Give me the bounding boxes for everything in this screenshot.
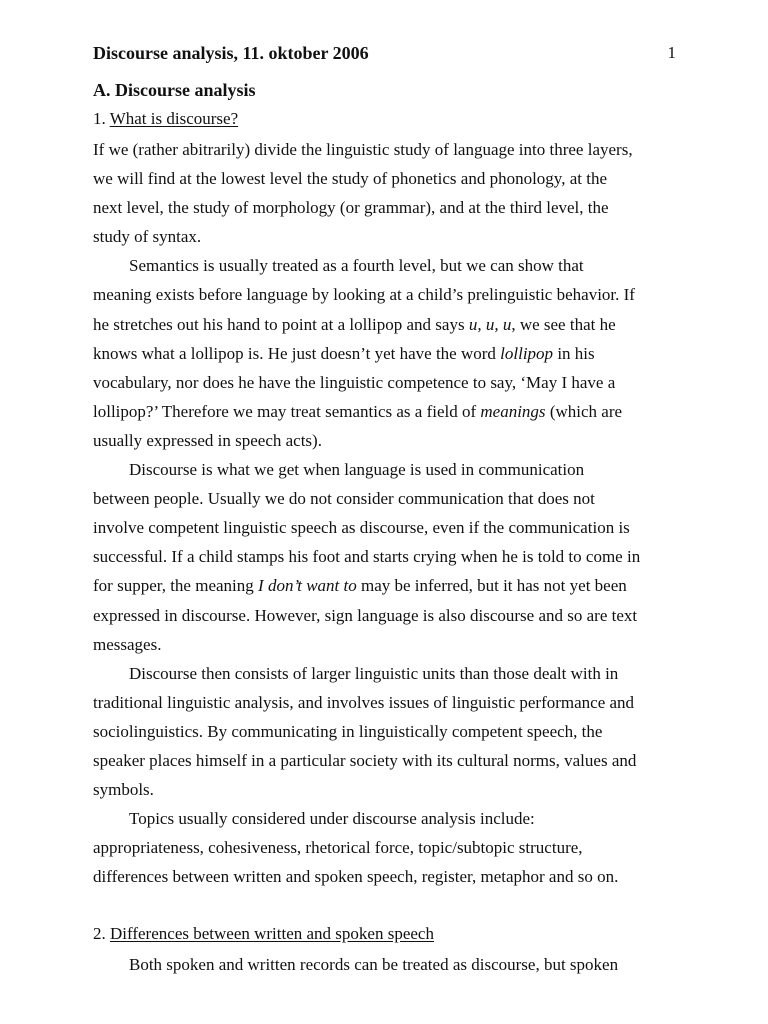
subheading-what-is-discourse xyxy=(93,107,238,131)
paragraph-5 xyxy=(93,804,676,891)
text-line: vocabulary, nor does he have the linguistic competence to say, ‘May I have a xyxy=(93,372,616,392)
text-line: Topics usually considered under discourse analysis include: xyxy=(129,809,535,829)
text-line: expressed in discourse. However, sign language is also discourse and so are text xyxy=(93,605,638,625)
subheading-title: What is discourse? xyxy=(109,109,239,128)
text-line: Both spoken and written records can be treated as discourse, but spoken xyxy=(129,955,619,974)
italic-text: I don’t want to xyxy=(258,576,357,596)
text-span: lollipop?’ Therefore we may treat semantics as a field of xyxy=(93,401,481,421)
text-line: between people. Usually we do not consider communication that does not xyxy=(93,489,595,509)
text-line: speaker places himself in a particular society with its cultural norms, values and xyxy=(93,750,637,770)
text-span: for supper, the meaning xyxy=(93,576,259,596)
text-line: meaning exists before language by looking at a child’s prelinguistic behavior. If xyxy=(93,285,635,305)
text-line: appropriateness, cohesiveness, rhetorical force, topic/subtopic structure, xyxy=(93,838,583,858)
document-page xyxy=(93,0,676,1024)
italic-text: u, u, u xyxy=(468,314,512,334)
text-line: we will find at the lowest level the study of phonetics and phonology, at the xyxy=(93,169,607,189)
text-line: next level, the study of morphology (or grammar), and at the third level, the xyxy=(93,198,609,218)
text-span: (which are xyxy=(545,401,623,421)
italic-text: meanings xyxy=(480,401,546,421)
paragraph-1 xyxy=(93,135,676,251)
text-line xyxy=(93,310,676,339)
paragraph-6 xyxy=(93,950,676,979)
text-span: , we see that he xyxy=(511,314,616,334)
text-line: messages. xyxy=(93,634,162,654)
document-title: Discourse analysis, 11. oktober 2006 xyxy=(93,43,369,63)
paragraph-2 xyxy=(93,251,676,455)
text-span: in his xyxy=(553,343,595,363)
text-line: Semantics is usually treated as a fourth level, but we can show that xyxy=(129,256,584,276)
text-line xyxy=(93,571,676,600)
subheading-title: Differences between written and spoken speech xyxy=(110,924,434,943)
paragraph-3 xyxy=(93,455,676,659)
page-header xyxy=(93,41,676,65)
text-line: If we (rather abitrarily) divide the linguistic study of language into three layers, xyxy=(93,140,633,159)
text-span: knows what a lollipop is. He just doesn’t yet have the word xyxy=(93,343,501,363)
text-line: Discourse then consists of larger linguistic units than those dealt with in xyxy=(129,663,619,683)
text-line: sociolinguistics. By communicating in linguistically competent speech, the xyxy=(93,721,603,741)
text-span: he stretches out his hand to point at a lollipop and says xyxy=(93,314,469,334)
body-text xyxy=(93,135,676,891)
text-line: usually expressed in speech acts). xyxy=(93,430,322,450)
subheading-differences xyxy=(93,922,434,946)
section-heading: A. Discourse analysis xyxy=(93,80,256,100)
text-line: involve competent linguistic speech as discourse, even if the communication is xyxy=(93,518,630,538)
text-line xyxy=(93,339,676,368)
subheading-number: 2. xyxy=(93,924,106,943)
subheading-number: 1. xyxy=(93,109,106,128)
body-text-continued xyxy=(93,950,676,979)
text-line: traditional linguistic analysis, and involves issues of linguistic performance and xyxy=(93,692,635,712)
text-span: may be inferred, but it has not yet been xyxy=(356,576,627,596)
italic-text: lollipop xyxy=(500,343,554,363)
text-line xyxy=(93,397,676,426)
text-line: differences between written and spoken speech, register, metaphor and so on. xyxy=(93,867,619,887)
text-line: symbols. xyxy=(93,780,154,800)
text-line: Discourse is what we get when language is used in communication xyxy=(129,460,585,480)
paragraph-4 xyxy=(93,659,676,804)
text-line: study of syntax. xyxy=(93,227,202,247)
text-line: successful. If a child stamps his foot and starts crying when he is told to come in xyxy=(93,547,641,567)
page-number: 1 xyxy=(667,43,676,62)
